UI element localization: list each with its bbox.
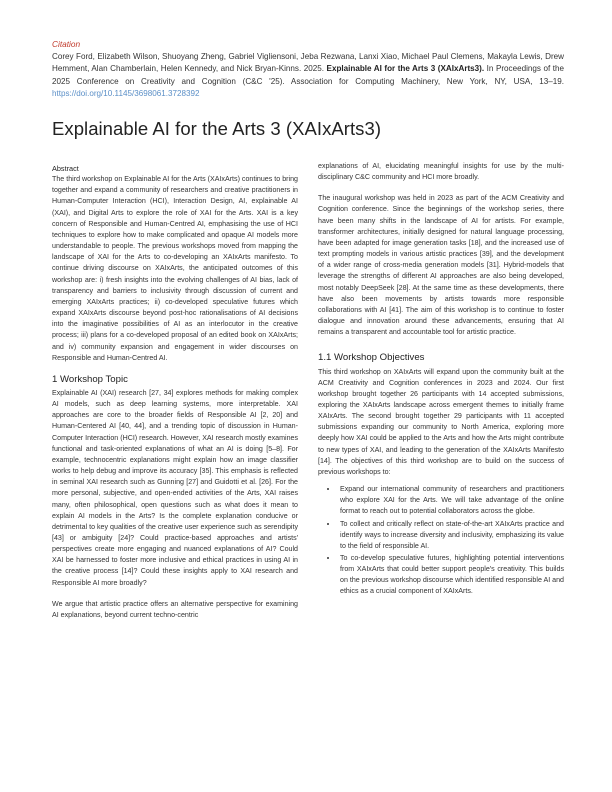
paragraph: This third workshop on XAIxArts will expand upon the community built at the ACM Creativity and Cognition conferences in 2023 and 2024. Our first workshop brought together 26 participants with 14 accepted submissions, exploring the XAIxArts landscape across emergent themes to initially frame XAIxArts. The second brought together 29 participants with 11 accepted submissions expanding our community to North America, exploring more deeply how XAI could be applied to the Arts and how the Arts might contribute to new types of XAI, and leading to the generation of the XAIxArts Manifesto [14]. The objectives of this third workshop are to build on the success of previous workshops to: [318,367,564,476]
abstract-heading: Abstract [52,164,79,173]
left-column [52,163,298,631]
paragraph: Explainable AI (XAI) research [27, 34] explores methods for making complex AI models, such as deep learning systems, more interpretable. XAI approaches are core to the broader fields of Responsible AI [2, 20] and Human-Centered AI [40, 44], and a trending topic of discussion in Human-Computer Interaction (HCI) research. However, XAI research mostly examines functional and task-oriented explanations of what an AI is doing [5–8]. For example, technocentric explanations might explain how an image classifier works to help debug and improve its accuracy [35]. This emphasis is reflected in seminal XAI research such as Gunning [27] and Guidotti et al. [26]. For the more personal, subjective, and open-ended activities of the Arts, XAI raises many, often philosophical, open questions such as what does it mean to explain AI models in the Arts? Is the complete explanation conducive or detrimental to key qualities of the creative user experience such as serendipity [43] or ambiguity [24]? Could practice-based approaches and artists' perspectives create more engaging and nuanced explanations of AI? Could XAI be harnessed to foster more inclusive and ethical practices in using AI in the creative process [14]? Could these insights apply to XAI research and Responsible AI more broadly? [52,388,299,587]
citation-venue: In Proceedings of the 2025 Conference on Creativity and Cognition (C&C '25). Association for Computing Machinery, New York, NY, USA, 13–19. [52,64,564,86]
page-title: Explainable AI for the Arts 3 (XAIxArts3) [52,118,382,139]
citation-paper-title: Explainable AI for the Arts 3 (XAIxArts3). [326,64,485,73]
citation-authors: Corey Ford, Elizabeth Wilson, Shuoyang Zheng, Gabriel Vigliensoni, Jeba Rezwana, Lanxi Xiao, Michael Paul Clemens, Makayla Lewis, Drew Hemment, Alan Chamberlain, Helen Kennedy, and Nick Bryan-Kinns. 2025. [52,51,564,73]
abstract [52,163,298,364]
doi-link[interactable]: https://doi.org/10.1145/3698061.3728392 [52,89,200,98]
citation-block [52,38,564,101]
paragraph: explanations of AI, elucidating meaningful insights for use by the multi-disciplinary C&C community and HCI more broadly. [318,162,564,182]
abstract-text: The third workshop on Explainable AI for the Arts (XAIxArts) continues to bring together and expand a community of researchers and creative practitioners in Human-Computer Interaction (HCI), Interaction Design, AI, explainable AI (XAI), and Digital Arts to explore the role of XAI for the Arts. XAI is a key concern of Responsible and Human-Centred AI, emphasising the use of HCI techniques to explore how to make complicated and opaque AI models more understandable to people. The previous workshops moved from mapping the landscape of XAI for the Arts to co-developing an XAIxArts manifesto. To continue driving discourse on XAIxArts, the anticipated outcomes of this workshop are: i) fresh insights into the evolving challenges of AI bias, lack of transparency and barriers to inclusivity through discussion of current and emerging XAIxArts practices; ii) co-developed speculative futures which expand XAIxArts discourse beyond post-hoc rationalisations of AI decisions into the imaginative possibilities of AI as an interlocutor in the creative process; iii) plans for a co-developed proposal of an edited book on XAIxArts; and iv) community expansion and engagement in wider discourses on Responsible and Human-Centred AI. [52,175,298,362]
objectives-list [318,484,564,598]
right-column [318,161,564,599]
list-item: • Expand our international community of researchers and practitioners who explore XAI for the Arts. We will take advantage of the online format to reach out to potential collaborators across the globe. [338,484,564,517]
list-item: • To co-develop speculative futures, highlighting potential interventions from XAIxArts that could better support people's creativity. This builds on the previous workshop discourse which identified responsible AI and ethics as a crucial component of XAIxArts. [338,553,564,598]
section-heading-workshop-topic: 1 Workshop Topic [52,373,128,385]
paragraph: We argue that artistic practice offers an alternative perspective for examining AI explanations, beyond current techno-centric [52,599,298,619]
paragraph: The inaugural workshop was held in 2023 as part of the ACM Creativity and Cognition conference. Since the beginnings of the workshop series, there have been many shifts in the landscape of AI for artists. For example, transformer architectures, initially designed for natural language processing, have been adapted for image generation tasks [18], and the increased use of text prompting models in various artistic practices [39], and the development of a wider range of cross-media generation models [31]. Hybrid-models that leverage the strengths of different AI approaches are also being developed, most notably DeepSeek [28]. At the same time as these developments, there have also been movements by artists towards more responsible collaborations with AI [41]. The aim of this workshop is to continue to foster dialogue and innovation around these advancements, ensuring that AI remains a transparent and accountable tool for artistic practice. [318,194,564,337]
list-item: • To collect and critically reflect on state-of-the-art XAIxArts practice and identify ways to increase diversity and inclusivity, emphasizing its value to the field of responsible AI. [338,519,564,552]
citation-label: Citation [52,39,81,49]
section-heading-workshop-objectives: 1.1 Workshop Objectives [318,352,425,364]
